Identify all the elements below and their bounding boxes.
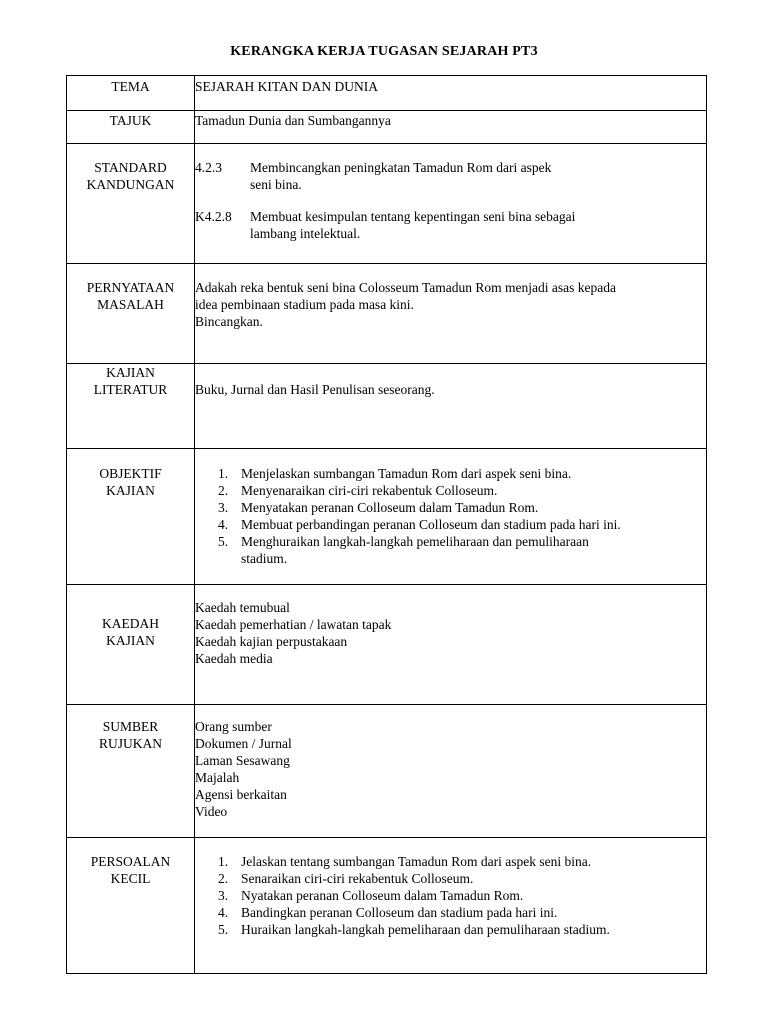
tajuk-value: Tamadun Dunia dan Sumbangannya — [195, 113, 391, 128]
standard-code: 4.2.3 — [195, 160, 222, 175]
row-value-cell — [195, 111, 707, 144]
row-label: PERSOALAN — [90, 854, 171, 869]
list-number: 5. — [218, 922, 229, 937]
list-item-text: Menyatakan peranan Colloseum dalam Tamadun Rom. — [241, 500, 539, 515]
list-item — [195, 465, 706, 482]
list-item — [195, 853, 706, 870]
row-label-cell — [67, 144, 195, 264]
list-number: 4. — [218, 905, 229, 920]
framework-table — [66, 75, 707, 974]
row-label: STANDARD — [94, 160, 167, 175]
standard-code: K4.2.8 — [195, 209, 232, 224]
row-label-cell — [67, 585, 195, 705]
row-kajian-literatur — [67, 364, 707, 449]
row-objektif-kajian — [67, 449, 707, 585]
row-label: SUMBER — [102, 719, 159, 734]
list-item-text: Nyatakan peranan Colloseum dalam Tamadun Rom. — [241, 888, 524, 903]
row-label: KECIL — [110, 871, 151, 886]
row-value-cell — [195, 364, 707, 449]
list-item-text: Senaraikan ciri-ciri rekabentuk Colloseum. — [241, 871, 474, 886]
list-item-text: Menghuraikan langkah-langkah pemeliharaan dan pemuliharaan — [241, 534, 589, 549]
sumber-item: Laman Sesawang — [195, 753, 290, 768]
list-item — [195, 533, 706, 567]
row-label-cell — [67, 838, 195, 974]
kaedah-item: Kaedah pemerhatian / lawatan tapak — [195, 617, 392, 632]
list-item — [195, 482, 706, 499]
list-item-text: Membuat perbandingan peranan Colloseum dan stadium pada hari ini. — [241, 517, 621, 532]
list-item — [195, 499, 706, 516]
row-label-cell — [67, 264, 195, 364]
list-number: 5. — [218, 534, 229, 549]
row-label-cell — [67, 449, 195, 585]
objektif-list — [195, 465, 706, 567]
row-value-cell — [195, 144, 707, 264]
list-item-text: Menjelaskan sumbangan Tamadun Rom dari aspek seni bina. — [241, 466, 572, 481]
list-item — [195, 887, 706, 904]
row-label: KAJIAN — [106, 365, 155, 380]
list-item-text: Jelaskan tentang sumbangan Tamadun Rom dari aspek seni bina. — [241, 854, 592, 869]
list-number: 3. — [218, 888, 229, 903]
row-value-cell — [195, 76, 707, 111]
list-number: 1. — [218, 854, 229, 869]
masalah-text: Bincangkan. — [195, 314, 263, 329]
row-label: KANDUNGAN — [86, 177, 175, 192]
row-label: PERNYATAAN — [86, 280, 175, 295]
list-number: 1. — [218, 466, 229, 481]
row-label-cell — [67, 705, 195, 838]
row-value-cell — [195, 585, 707, 705]
row-label-cell — [67, 364, 195, 449]
persoalan-list — [195, 853, 706, 938]
row-label: KAJIAN — [106, 483, 155, 498]
standard-text: lambang intelektual. — [250, 226, 361, 241]
row-value-cell — [195, 449, 707, 585]
masalah-text: idea pembinaan stadium pada masa kini. — [195, 297, 414, 312]
sumber-item: Majalah — [195, 770, 240, 785]
row-label: OBJEKTIF — [99, 466, 162, 481]
row-tema — [67, 76, 707, 111]
kaedah-item: Kaedah kajian perpustakaan — [195, 634, 348, 649]
standard-item — [195, 208, 706, 242]
row-value-cell — [195, 264, 707, 364]
list-item — [195, 904, 706, 921]
list-item-text: stadium. — [241, 551, 288, 566]
list-number: 4. — [218, 517, 229, 532]
list-number: 2. — [218, 483, 229, 498]
row-value-cell — [195, 705, 707, 838]
list-item — [195, 921, 706, 938]
list-number: 2. — [218, 871, 229, 886]
row-label: MASALAH — [97, 297, 164, 312]
row-label: RUJUKAN — [98, 736, 162, 751]
kaedah-item: Kaedah temubual — [195, 600, 290, 615]
row-persoalan-kecil — [67, 838, 707, 974]
row-standard-kandungan — [67, 144, 707, 264]
row-label: TAJUK — [109, 113, 152, 128]
row-kaedah-kajian — [67, 585, 707, 705]
row-label: LITERATUR — [93, 382, 168, 397]
row-label: KAEDAH — [102, 616, 159, 631]
document-title: KERANGKA KERJA TUGASAN SEJARAH PT3 — [230, 44, 538, 59]
list-item — [195, 516, 706, 533]
standard-item — [195, 159, 706, 193]
standard-text: Membincangkan peningkatan Tamadun Rom dari aspek — [250, 160, 552, 175]
masalah-text: Adakah reka bentuk seni bina Colosseum Tamadun Rom menjadi asas kepada — [195, 280, 616, 295]
sumber-item: Video — [195, 804, 228, 819]
list-item-text: Bandingkan peranan Colloseum dan stadium pada hari ini. — [241, 905, 558, 920]
row-label: TEMA — [111, 79, 150, 94]
row-sumber-rujukan — [67, 705, 707, 838]
row-label: KAJIAN — [106, 633, 155, 648]
sumber-item: Agensi berkaitan — [195, 787, 287, 802]
tema-value: SEJARAH KITAN DAN DUNIA — [195, 79, 379, 94]
row-tajuk — [67, 111, 707, 144]
sumber-item: Dokumen / Jurnal — [195, 736, 292, 751]
row-label-cell — [67, 76, 195, 111]
sumber-item: Orang sumber — [195, 719, 272, 734]
literatur-text: Buku, Jurnal dan Hasil Penulisan seseorang. — [195, 382, 435, 397]
list-item-text: Huraikan langkah-langkah pemeliharaan dan pemuliharaan stadium. — [241, 922, 610, 937]
row-label-cell — [67, 111, 195, 144]
list-number: 3. — [218, 500, 229, 515]
list-item-text: Menyenaraikan ciri-ciri rekabentuk Colloseum. — [241, 483, 498, 498]
row-pernyataan-masalah — [67, 264, 707, 364]
standard-text: Membuat kesimpulan tentang kepentingan seni bina sebagai — [250, 209, 576, 224]
standard-text: seni bina. — [250, 177, 302, 192]
list-item — [195, 870, 706, 887]
kaedah-item: Kaedah media — [195, 651, 273, 666]
row-value-cell — [195, 838, 707, 974]
